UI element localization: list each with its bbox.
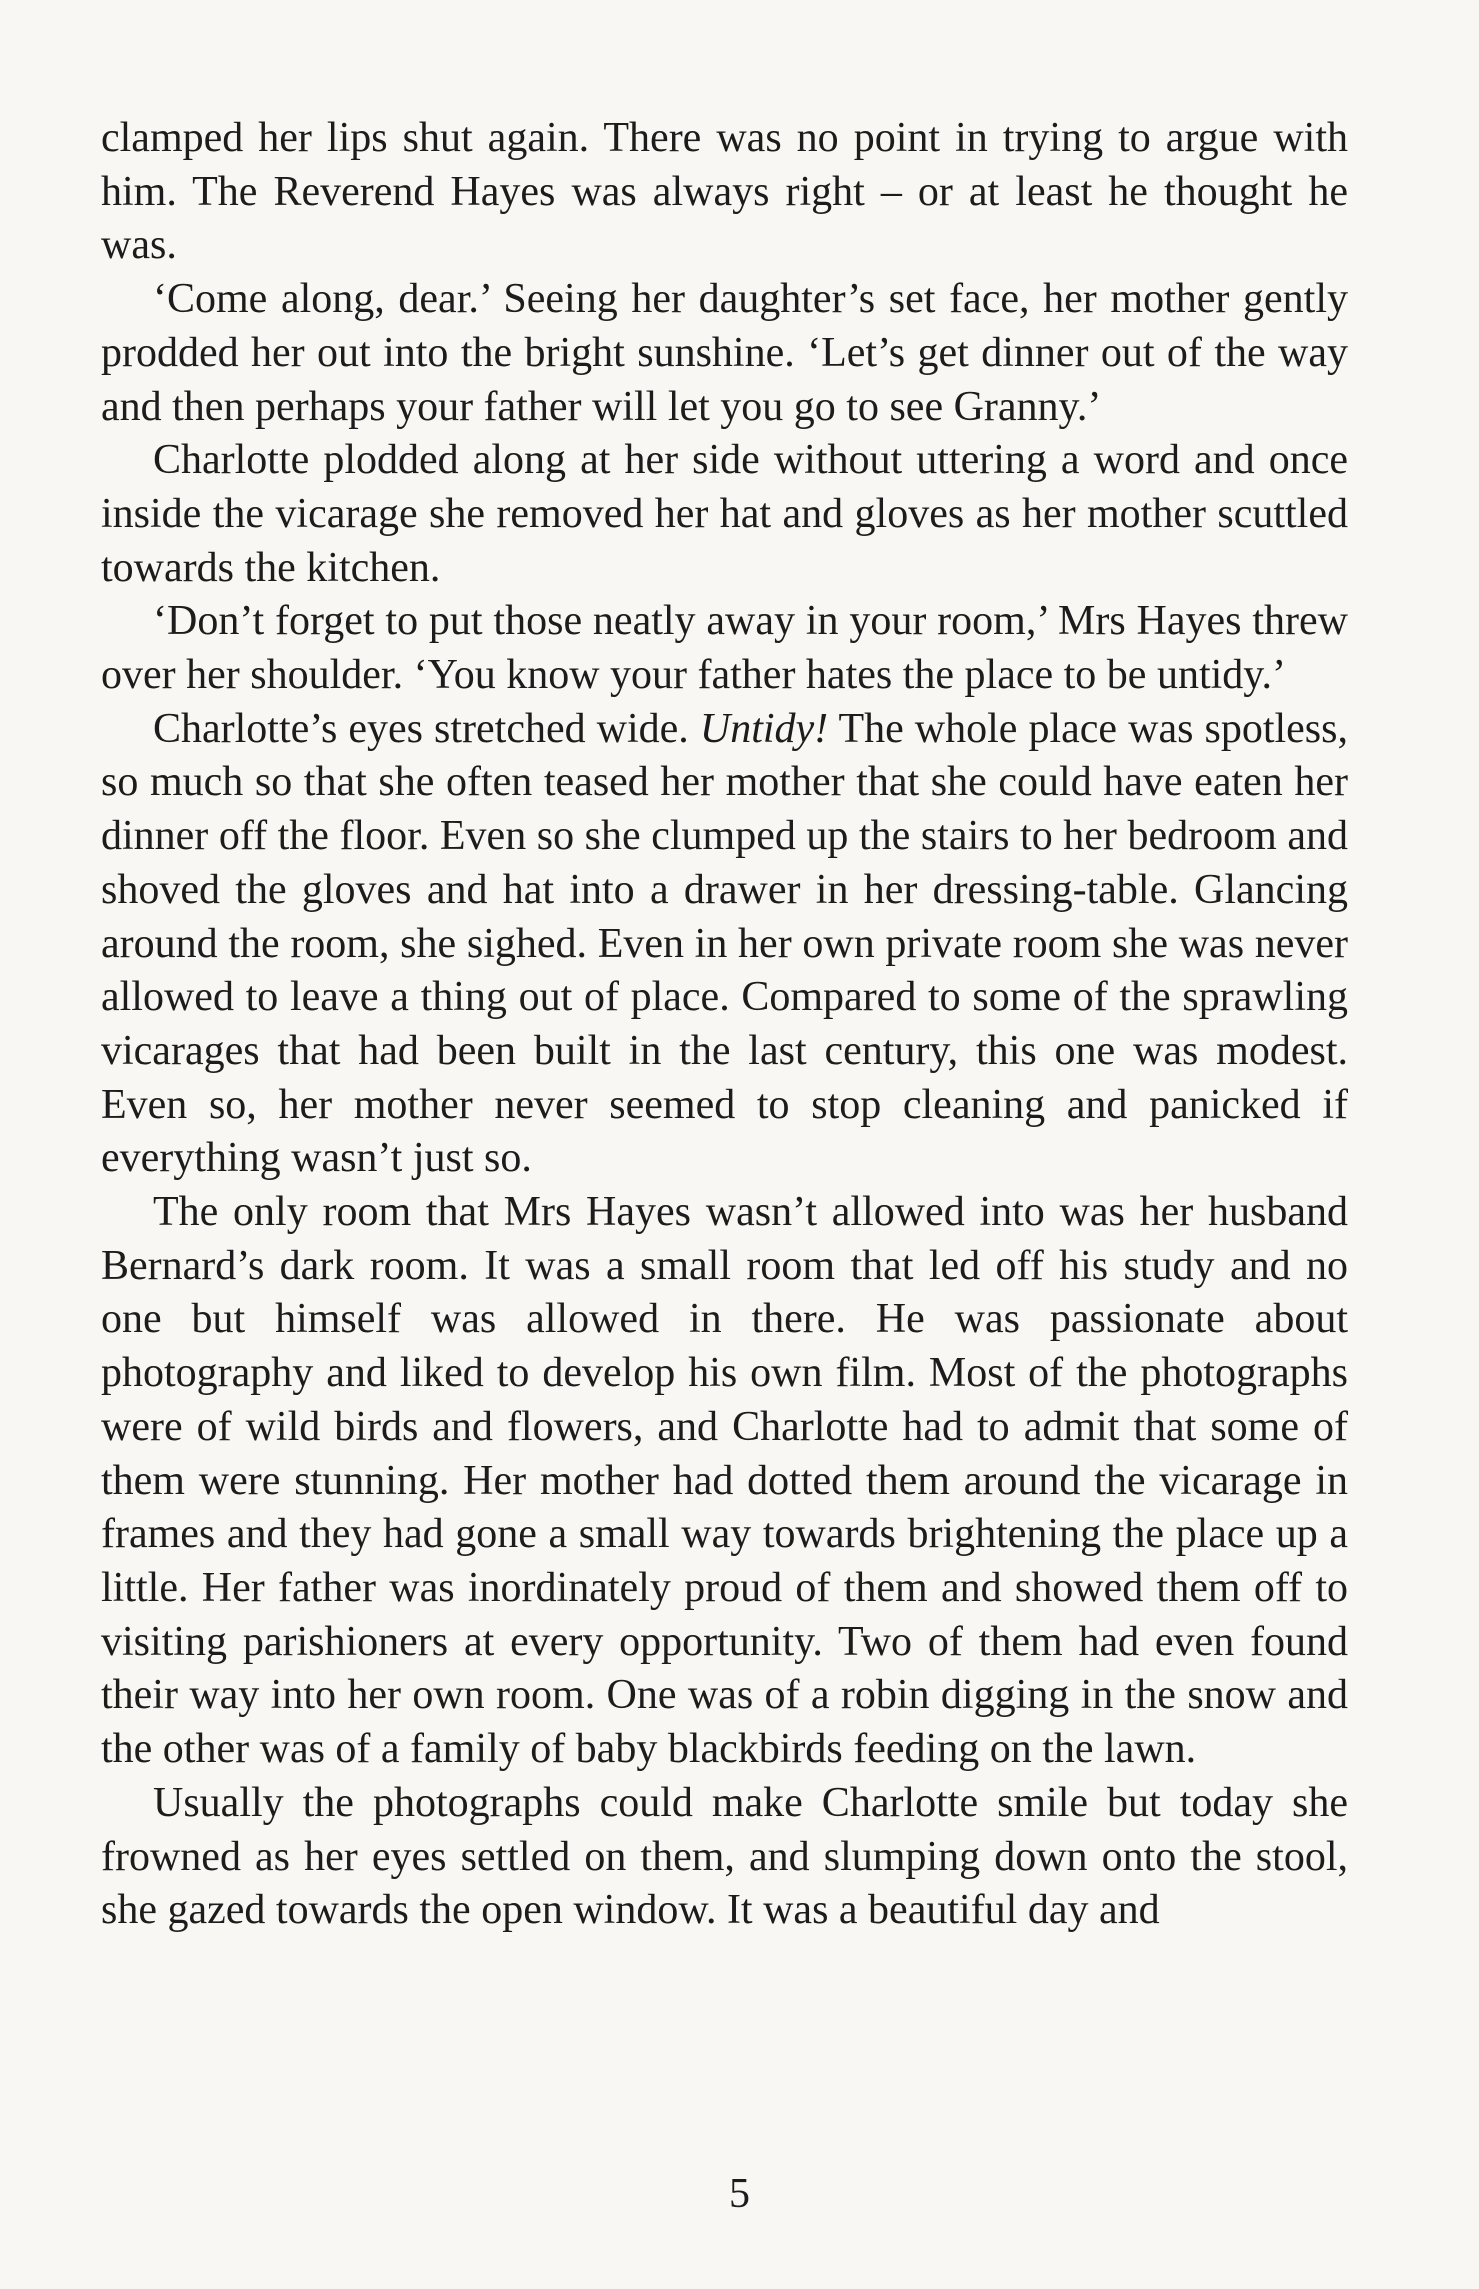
paragraph-3 [101,434,1348,595]
paragraph-text: Usually the photographs could make Charlotte smile but today she frowned as her eyes settled on them, and slumping down onto the stool, she gazed towards the open window. It was a beautiful day and [101,1779,1348,1934]
paragraph-2 [101,273,1348,434]
paragraph-4 [101,595,1348,702]
page-number: 5 [729,2171,750,2217]
paragraph-text: Charlotte’s eyes stretched wide. [153,705,700,752]
body-text [101,112,1348,1938]
paragraph-text: clamped her lips shut again. There was no point in trying to argue with him. The Reverend Hayes was always right – or at least he thought he was. [101,115,1348,269]
paragraph-1 [101,112,1348,273]
paragraph-text: ‘Don’t forget to put those neatly away in your room,’ Mrs Hayes threw over her shoulder. ‘You know your father hates the place to be untidy.’ [101,598,1348,699]
paragraph-text: Charlotte plodded along at her side without uttering a word and once inside the vicarage she removed her hat and gloves as her mother scuttled towards the kitchen. [101,437,1348,591]
paragraph-5 [101,703,1348,1186]
paragraph-text: The whole place was spotless, so much so that she often teased her mother that she could have eaten her dinner off the floor. Even so she clumped up the stairs to her bedroom and shoved the gloves and hat into a drawer in her dressing-table. Glancing around the room, she sighed. Even in her own private room she was never allowed to leave a thing out of place. Compared to some of the sprawling vicarages that had been built in the last century, this one was modest. Even so, her mother never seemed to stop cleaning and panicked if everything wasn’t just so. [101,705,1348,1182]
paragraph-7 [101,1777,1348,1938]
paragraph-6 [101,1186,1348,1777]
paragraph-text: The only room that Mrs Hayes wasn’t allowed into was her husband Bernard’s dark room. It was a small room that led off his study and no one but himself was allowed in there. He was passionate about photography and liked to develop his own film. Most of the photographs were of wild birds and flowers, and Charlotte had to admit that some of them were stunning. Her mother had dotted them around the vicarage in frames and they had gone a small way towards brightening the place up a little. Her father was inordinately proud of them and showed them off to visiting parishioners at every opportunity. Two of them had even found their way into her own room. One was of a robin digging in the snow and the other was of a family of baby blackbirds feeding on the lawn. [101,1189,1348,1773]
emphasis-text: Untidy! [699,705,829,752]
paragraph-text: ‘Come along, dear.’ Seeing her daughter’s set face, her mother gently prodded her out into the bright sunshine. ‘Let’s get dinner out of the way and then perhaps your father will let you go to see Granny.’ [101,276,1348,430]
